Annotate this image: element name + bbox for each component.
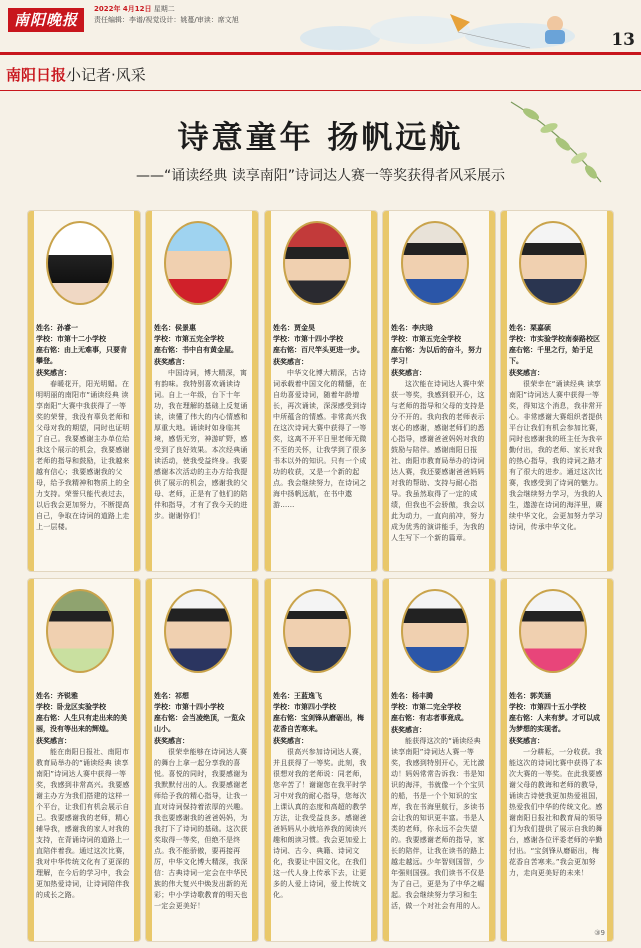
- award-label: 获奖感言：: [391, 369, 426, 377]
- student-photo: [401, 589, 469, 673]
- card-frame-right: [134, 579, 140, 941]
- section-paper: 南阳日报: [6, 66, 67, 84]
- student-photo: [283, 589, 351, 673]
- award-speech: 能获得这次的“诵读经典 读享南阳”诗词达人赛一等奖，我感到特别开心，无比激动！妈妈常常告诉我：书是知识的海洋，书就像一个个宝贝的船，书是一个个知识的宝库，我在书海里航行，多读书会让我的知识更丰富。书是人类的老师，你永远不会失望的。我要感谢老师的指导，家长的陪伴，让我在读书的路上越走越远。少年智则国智，少年强则国强。我们读书不仅是为了自己，更是为了中华之崛起。我会继续努力学习和生活，做一个对社会有用的人。: [391, 737, 485, 910]
- student-info: [154, 323, 250, 563]
- card-frame-left: [28, 211, 34, 571]
- newspaper-logo: 南阳晚报: [8, 8, 84, 32]
- student-motto: 座右铭：千里之行，始于足下。: [509, 346, 593, 365]
- editor-credits: 责任编辑：李谱/视觉设计：姚蔓/审读：席文旭: [94, 16, 239, 24]
- award-label: 获奖感言：: [273, 358, 308, 366]
- student-photo: [401, 221, 469, 305]
- student-name: 姓名：齐锐雅: [36, 692, 78, 700]
- student-motto: 座右铭：人来有梦。才可以成为梦想的实现者。: [509, 714, 600, 733]
- award-speech: 能在南阳日报社、南阳市教育局举办的“诵读经典 读享南阳”诗词达人赛中获得一等奖，我感到非常高兴。我要感谢主办方为我们搭建的这样一个平台，让我们有机会展示自己。我要感谢我的老师，精心辅导我，感谢我的家人对我的支持，在背诵诗词的道路上一直陪伴着我。通过这次比赛，我对中华传统文化有了更深的理解，在今后的学习中，我会更加热爱诗词，让诗词陪伴我的成长之路。: [36, 748, 130, 899]
- student-school: 学校：市第十四小学校: [273, 335, 343, 343]
- student-info: [273, 691, 369, 935]
- section-heading: [6, 64, 146, 86]
- student-school: 学校：市第十二小学校: [36, 335, 106, 343]
- student-name: 姓名：侯景惠: [154, 324, 196, 332]
- card-frame-left: [146, 211, 152, 571]
- student-name: 姓名：杨丰腾: [391, 692, 433, 700]
- card-frame-left: [501, 211, 507, 571]
- award-speech: 很高兴参加诗词达人赛，并且获得了一等奖。此刻，我很想对我的老师说：同老师，您辛苦了！谢谢您在我平时学习中对我的耐心指导，您每次上课认真的态度和高超的教学方法，让我受益良多。感谢爸爸妈妈从小就培养我的阅读兴趣和朗读习惯。我会更加爱上诗词、古今、典籍、诗词文化，我要让中国文化，在我们这一代人身上传承下去，让更多的人爱上诗词，爱上传统文化。: [273, 748, 367, 899]
- card-frame-right: [371, 579, 377, 941]
- student-info: [36, 691, 132, 935]
- header-rule: [0, 52, 641, 55]
- card-frame-right: [252, 211, 258, 571]
- article-subtitle: ——“诵读经典 读享南阳”诗词达人赛一等奖获得者风采展示: [136, 168, 505, 184]
- award-label: 获奖感言：: [273, 737, 308, 745]
- student-motto: 座右铭：书中自有黄金屋。: [154, 346, 238, 354]
- student-photo: [519, 589, 587, 673]
- student-info: [154, 691, 250, 935]
- student-school: 学校：市第十四小学校: [154, 703, 224, 711]
- award-label: 获奖感言：: [36, 369, 71, 377]
- card-frame-left: [265, 211, 271, 571]
- student-motto: 座右铭：百尺竿头更进一步。: [273, 346, 364, 354]
- card-frame-left: [28, 579, 34, 941]
- student-card: [27, 578, 141, 942]
- student-motto: 座右铭：人生只有走出来的美丽，没有等出来的辉煌。: [36, 714, 127, 733]
- student-name: 姓名：郭芙涵: [509, 692, 551, 700]
- student-info: [391, 323, 487, 563]
- clouds-kite-illustration: [300, 8, 590, 52]
- student-name: 姓名：祁想: [154, 692, 189, 700]
- issue-meta: [94, 4, 239, 26]
- student-photo: [519, 221, 587, 305]
- student-school: 学校：市实验学校南泰路校区: [509, 335, 600, 343]
- student-photo: [46, 589, 114, 673]
- student-motto: 座右铭：宝剑锋从磨砺出，梅花香自苦寒来。: [273, 714, 364, 733]
- student-school: 学校：市第四小学校: [273, 703, 336, 711]
- card-frame-right: [607, 211, 613, 571]
- award-label: 获奖感言：: [509, 369, 544, 377]
- student-name: 姓名：王蓝逸飞: [273, 692, 322, 700]
- card-frame-right: [252, 579, 258, 941]
- student-name: 姓名：李庆晗: [391, 324, 433, 332]
- card-frame-right: [489, 211, 495, 571]
- student-photo: [46, 221, 114, 305]
- card-frame-left: [501, 579, 507, 941]
- article-end-mark: ③9: [594, 929, 605, 937]
- award-speech: 很荣幸在“诵读经典 读享南阳”诗词达人赛中获得一等奖，得知这个消息，我非常开心。非常感谢大赛组织者提供平台让我们有机会参加比赛，同时也感谢我的班主任为我辛勤付出，我的老师、家长对我的热心指导，我的诗词之路才有了很大的进步。通过这次比赛，我感受到了诗词的魅力。我会继续努力学习，为我的人生，遨游在诗词的海洋里，赓续中华文化，会更加努力学习诗词，传承中华文化。: [509, 380, 603, 531]
- section-rule: [0, 90, 641, 91]
- student-info: [36, 323, 132, 563]
- card-frame-right: [607, 579, 613, 941]
- student-card: [500, 210, 614, 572]
- student-card: [382, 210, 496, 572]
- award-speech: 中国诗词，博大精深，寓有韵味。我特别喜欢诵读诗词。自上一年级，台下十年功，我在理解的基础上反复诵读，读懂了伟大的内心情感和厚重大地。诵读时如身临其境，感悟无穷，神游旷野，感受到了良好效果。本次经典诵读活动，使我受益终身。我要感谢本次活动的主办方给我提供了展示的机会，感谢我的父母、老师，正是有了他们的陪伴和指导，才有了我今天的进步。谢谢你们！: [154, 369, 248, 520]
- student-school: 学校：市第五完全学校: [391, 335, 461, 343]
- student-school: 学校：市第二完全学校: [391, 703, 461, 711]
- award-label: 获奖感言：: [154, 358, 189, 366]
- student-name: 姓名：栗嘉硕: [509, 324, 551, 332]
- student-card: [145, 210, 259, 572]
- student-motto: 座右铭：由上无难事，只要肯攀登。: [36, 346, 127, 365]
- award-speech: 很荣幸能够在诗词达人赛的舞台上拿一起分享我的喜悦。喜悦的同时，我要感谢为我默默付出的人。我要感谢老师给予我的精心指导，让我一直对诗词保持着浓厚的兴趣。我也要感谢我的爸爸妈妈，为我打下了诗词的基础。这次获奖取得一等奖，但绝不是终点。我不能骄傲，要再接再厉，中华文化博大精深，我深信：古典诗词一定会在中华民族的伟大复兴中焕发出新的光彩；中小学诗歌教育的明天也一定会更美好！: [154, 748, 248, 910]
- card-frame-left: [383, 211, 389, 571]
- award-speech: 春暖花开，阳光明媚。在明明丽的南阳市“诵读经典 读享南阳”大赛中我获得了一等奖的荣誉，我没有辜负老师和父母对我的期望，同时也证明了自己。我要感谢主办单位给我这个展示的机会，我要感谢老师的指导和鼓励，让我越来越有信心；我要感谢我的父母，给予我精神和物质上的全力支持。荣誉只能代表过去，以后我会更加努力，不断提高自己，争取在诗词的道路上走上一层楼。: [36, 380, 130, 531]
- student-info: [509, 323, 605, 563]
- award-speech: 这次能在诗词达人赛中荣获一等奖，我感到很开心，这与老师的指导和父母的支持是分不开的。我向我的老师表示衷心的感谢，感谢老师们的悉心指导，感谢爸爸妈妈对我的鼓励与陪伴。感谢南阳日报社、南阳市教育局举办的诗词达人赛，我还要感谢爸爸妈妈对我的帮助、支持与耐心指导。我虽然取得了一定的成绩，但我也不会骄傲，我会以此为动力，一直向前冲，努力成为优秀的演讲能手，为我的人生写下一个新的篇章。: [391, 380, 485, 542]
- student-school: 学校：市第四十五小学校: [509, 703, 586, 711]
- card-frame-left: [146, 579, 152, 941]
- award-label: 获奖感言：: [36, 737, 71, 745]
- card-frame-right: [134, 211, 140, 571]
- student-name: 姓名：孙睿一: [36, 324, 78, 332]
- student-school: 学校：市第五完全学校: [154, 335, 224, 343]
- student-info: [509, 691, 605, 935]
- student-card: [500, 578, 614, 942]
- student-motto: 座右铭：有志者事竟成。: [391, 714, 468, 722]
- student-info: [273, 323, 369, 563]
- article-title: 诗意童年 扬帆远航: [177, 120, 464, 156]
- student-card: [145, 578, 259, 942]
- student-info: [391, 691, 487, 935]
- card-frame-left: [383, 579, 389, 941]
- award-speech: 一分耕耘，一分收获。我能这次的诗词比赛中获得了本次大赛的一等奖。在此我要感谢父母的教诲和老师的教导，诵读古诗使我更加热爱祖国，热爱我们中华的传统文化。感谢南阳日报社和教育局的领导们为我们提供了展示自我的舞台，感谢各位评委老师的辛勤付出。“宝剑锋从磨砺出，梅花香自苦寒来。”我会更加努力，走向更美好的未来！: [509, 748, 603, 877]
- card-frame-right: [371, 211, 377, 571]
- card-frame-left: [265, 579, 271, 941]
- award-label: 获奖感言：: [391, 726, 426, 734]
- award-label: 获奖感言：: [509, 737, 544, 745]
- student-photo: [283, 221, 351, 305]
- section-column: 小记者·风采: [66, 66, 146, 84]
- student-card: [27, 210, 141, 572]
- award-label: 获奖感言：: [154, 737, 189, 745]
- award-speech: 中华文化博大精深，古诗词承载着中国文化的精髓，在自幼喜爱诗词，随着年龄增长，再次诵读，深深感受到诗中所蕴含的情感。非常高兴我在这次诗词大赛中获得了一等奖，这离不开平日里老师无微不至的关怀，让我学到了很多书本以外的知识。只有一个成功的收获，又是一个新的起点。我会继续努力，在诗词之海中扬帆远航，在书中遨游……: [273, 369, 367, 509]
- issue-date: 2022年 4月12日: [94, 5, 152, 13]
- student-card: [264, 578, 378, 942]
- page-number: 13: [611, 30, 635, 50]
- student-photo: [164, 221, 232, 305]
- issue-weekday: 星期二: [153, 5, 175, 13]
- student-motto: 座右铭：为以后的奋斗，努力学习！: [391, 346, 482, 365]
- student-photo: [164, 589, 232, 673]
- student-card: [382, 578, 496, 942]
- student-school: 学校：卧龙区实验学校: [36, 703, 106, 711]
- student-card: [264, 210, 378, 572]
- card-frame-right: [489, 579, 495, 941]
- student-name: 姓名：贾金昊: [273, 324, 315, 332]
- student-motto: 座右铭：会当凌绝顶，一览众山小。: [154, 714, 245, 733]
